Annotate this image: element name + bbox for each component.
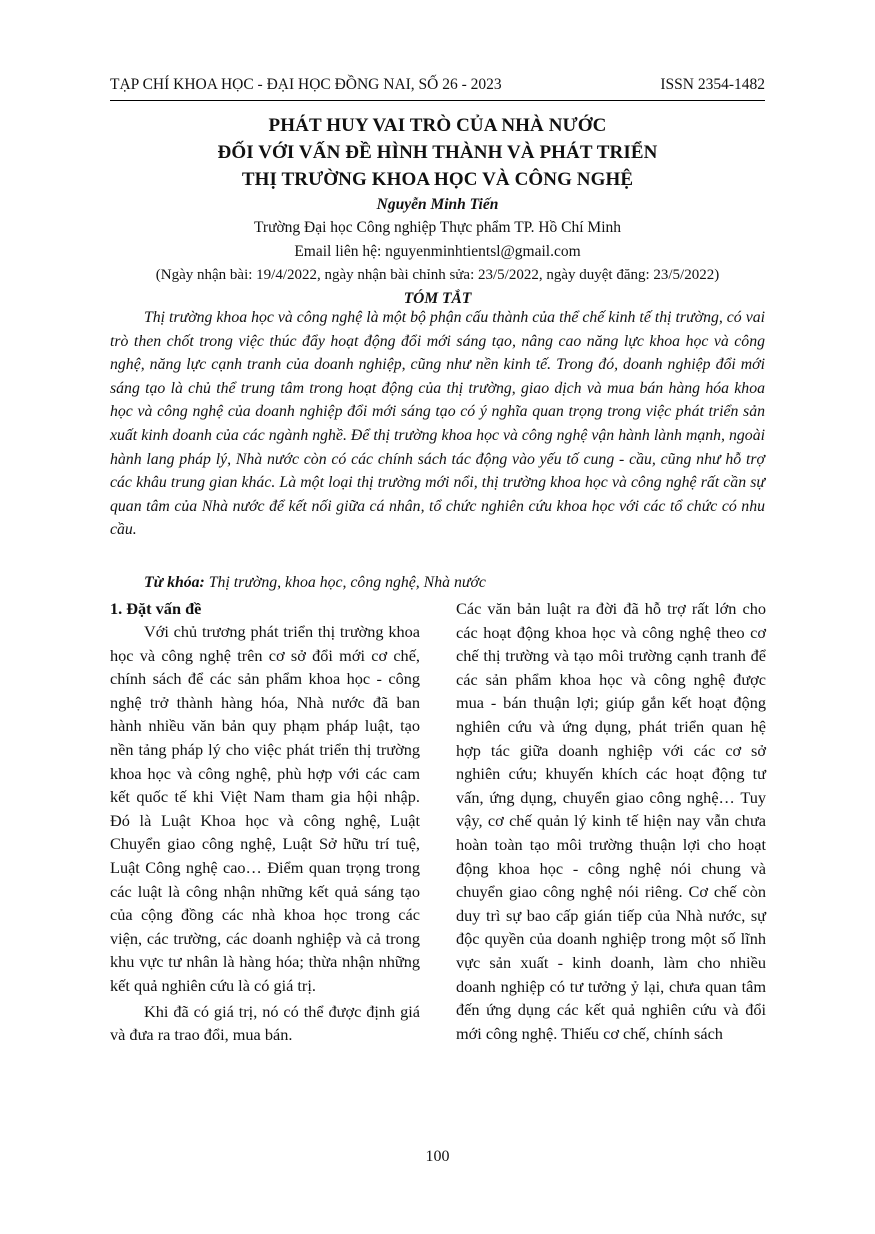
article-title-line-2: ĐỐI VỚI VẤN ĐỀ HÌNH THÀNH VÀ PHÁT TRIỂN [217, 142, 658, 163]
author-name: Nguyễn Minh Tiến [376, 196, 499, 213]
keywords-label: Từ khóa: [144, 574, 205, 591]
article-dates: (Ngày nhận bài: 19/4/2022, ngày nhận bài chỉnh sửa: 23/5/2022, ngày duyệt đăng: 23/5/2022) [155, 267, 720, 283]
abstract-heading: TÓM TẮT [403, 290, 472, 307]
keywords-text: Thị trường, khoa học, công nghệ, Nhà nước [204, 574, 486, 591]
abstract [110, 306, 765, 542]
journal-name: TẠP CHÍ KHOA HỌC - ĐẠI HỌC ĐỒNG NAI, SỐ 26 - 2023 [110, 76, 502, 93]
abstract-text: Thị trường khoa học và công nghệ là một bộ phận cấu thành của thể chế kinh tế thị trường, có vai trò then chốt trong việc thúc đẩy hoạt động đổi mới sáng tạo, nâng cao năng lực khoa học và công nghệ, năng lực cạnh tranh của doanh nghiệp, cũng như nền kinh tế. Trong đó, doanh nghiệp đổi mới sáng tạo là chủ thể trung tâm trong hoạt động của thị trường, giao dịch và mua bán hàng hóa khoa học và công nghệ của doanh nghiệp đổi mới sáng tạo có ý nghĩa quan trọng trong việc phát triển sản xuất kinh doanh của các ngành nghề. Để thị trường khoa học và công nghệ vận hành lành mạnh, ngoài hành lang pháp lý, Nhà nước còn có các chính sách tác động vào yếu tố cung - cầu, cũng như hỗ trợ các khâu trung gian khác. Là một loại thị trường mới nổi, thị trường khoa học và công nghệ rất cần sự quan tâm của Nhà nước để kết nối giữa cá nhân, tổ chức nghiên cứu khoa học với các tổ chức có nhu cầu. [110, 309, 765, 539]
running-header [110, 76, 765, 100]
header-rule [110, 100, 765, 101]
keywords [144, 571, 486, 594]
issn: ISSN 2354-1482 [660, 76, 765, 93]
article-title-line-1: PHÁT HUY VAI TRÒ CỦA NHÀ NƯỚC [268, 115, 607, 136]
body-column-left [110, 597, 420, 1047]
article-title-line-3: THỊ TRƯỜNG KHOA HỌC VÀ CÔNG NGHỆ [241, 169, 634, 190]
author-email: Email liên hệ: nguyenminhtientsl@gmail.com [294, 243, 581, 260]
body-paragraph: Với chủ trương phát triển thị trường khoa học và công nghệ trên cơ sở đổi mới cơ chế, chính sách để các sản phẩm khoa học - công nghệ trở thành hàng hóa, Nhà nước đã ban hành nhiều văn bản quy phạm pháp luật, tạo nền tảng pháp lý cho việc phát triển thị trường khoa học và công nghệ, phù hợp với các cam kết quốc tế khi Việt Nam tham gia hội nhập. Đó là Luật Khoa học và công nghệ, Luật Chuyển giao công nghệ, Luật Sở hữu trí tuệ, Luật Công nghệ cao… Điểm quan trọng trong các luật là công nhận những kết quả sáng tạo của cộng đồng các nhà khoa học trong các viện, các trường, các doanh nghiệp và cả trong khu vực tư nhân là hàng hóa; thừa nhận những kết quả nghiên cứu là có giá trị. [110, 622, 420, 995]
author-affiliation: Trường Đại học Công nghiệp Thực phẩm TP. Hồ Chí Minh [253, 219, 621, 236]
body-paragraph: Các văn bản luật ra đời đã hỗ trợ rất lớn cho các hoạt động khoa học và công nghệ theo cơ chế thị trường và tạo môi trường cạnh tranh để các sản phẩm khoa học và công nghệ được mua - bán thuận lợi; giúp gắn kết hoạt động nghiên cứu và ứng dụng, phát triển quan hệ hợp tác giữa doanh nghiệp với các cơ sở nghiên cứu; khuyến khích các hoạt động tư vấn, ứng dụng, chuyển giao công nghệ… Tuy vậy, cơ chế quản lý kinh tế hiện nay vẫn chưa hoàn toàn tạo môi trường thuận lợi cho hoạt động khoa học - công nghệ nói chung và chuyển giao công nghệ nói riêng. Cơ chế còn duy trì sự bao cấp gián tiếp của Nhà nước, sự độc quyền của doanh nghiệp trong một số lĩnh vực sản xuất - kinh doanh, làm cho nhiều doanh nghiệp có tư tưởng ỷ lại, chưa quan tâm đến ứng dụng các kết quả nghiên cứu và đổi mới công nghệ. Thiếu cơ chế, chính sách [456, 599, 766, 1043]
body-column-right [456, 597, 766, 1045]
page-number: 100 [425, 1148, 450, 1165]
section-heading: 1. Đặt vấn đề [110, 599, 202, 618]
body-paragraph: Khi đã có giá trị, nó có thể được định giá và đưa ra trao đổi, mua bán. [110, 1001, 420, 1045]
title-block [110, 112, 765, 311]
